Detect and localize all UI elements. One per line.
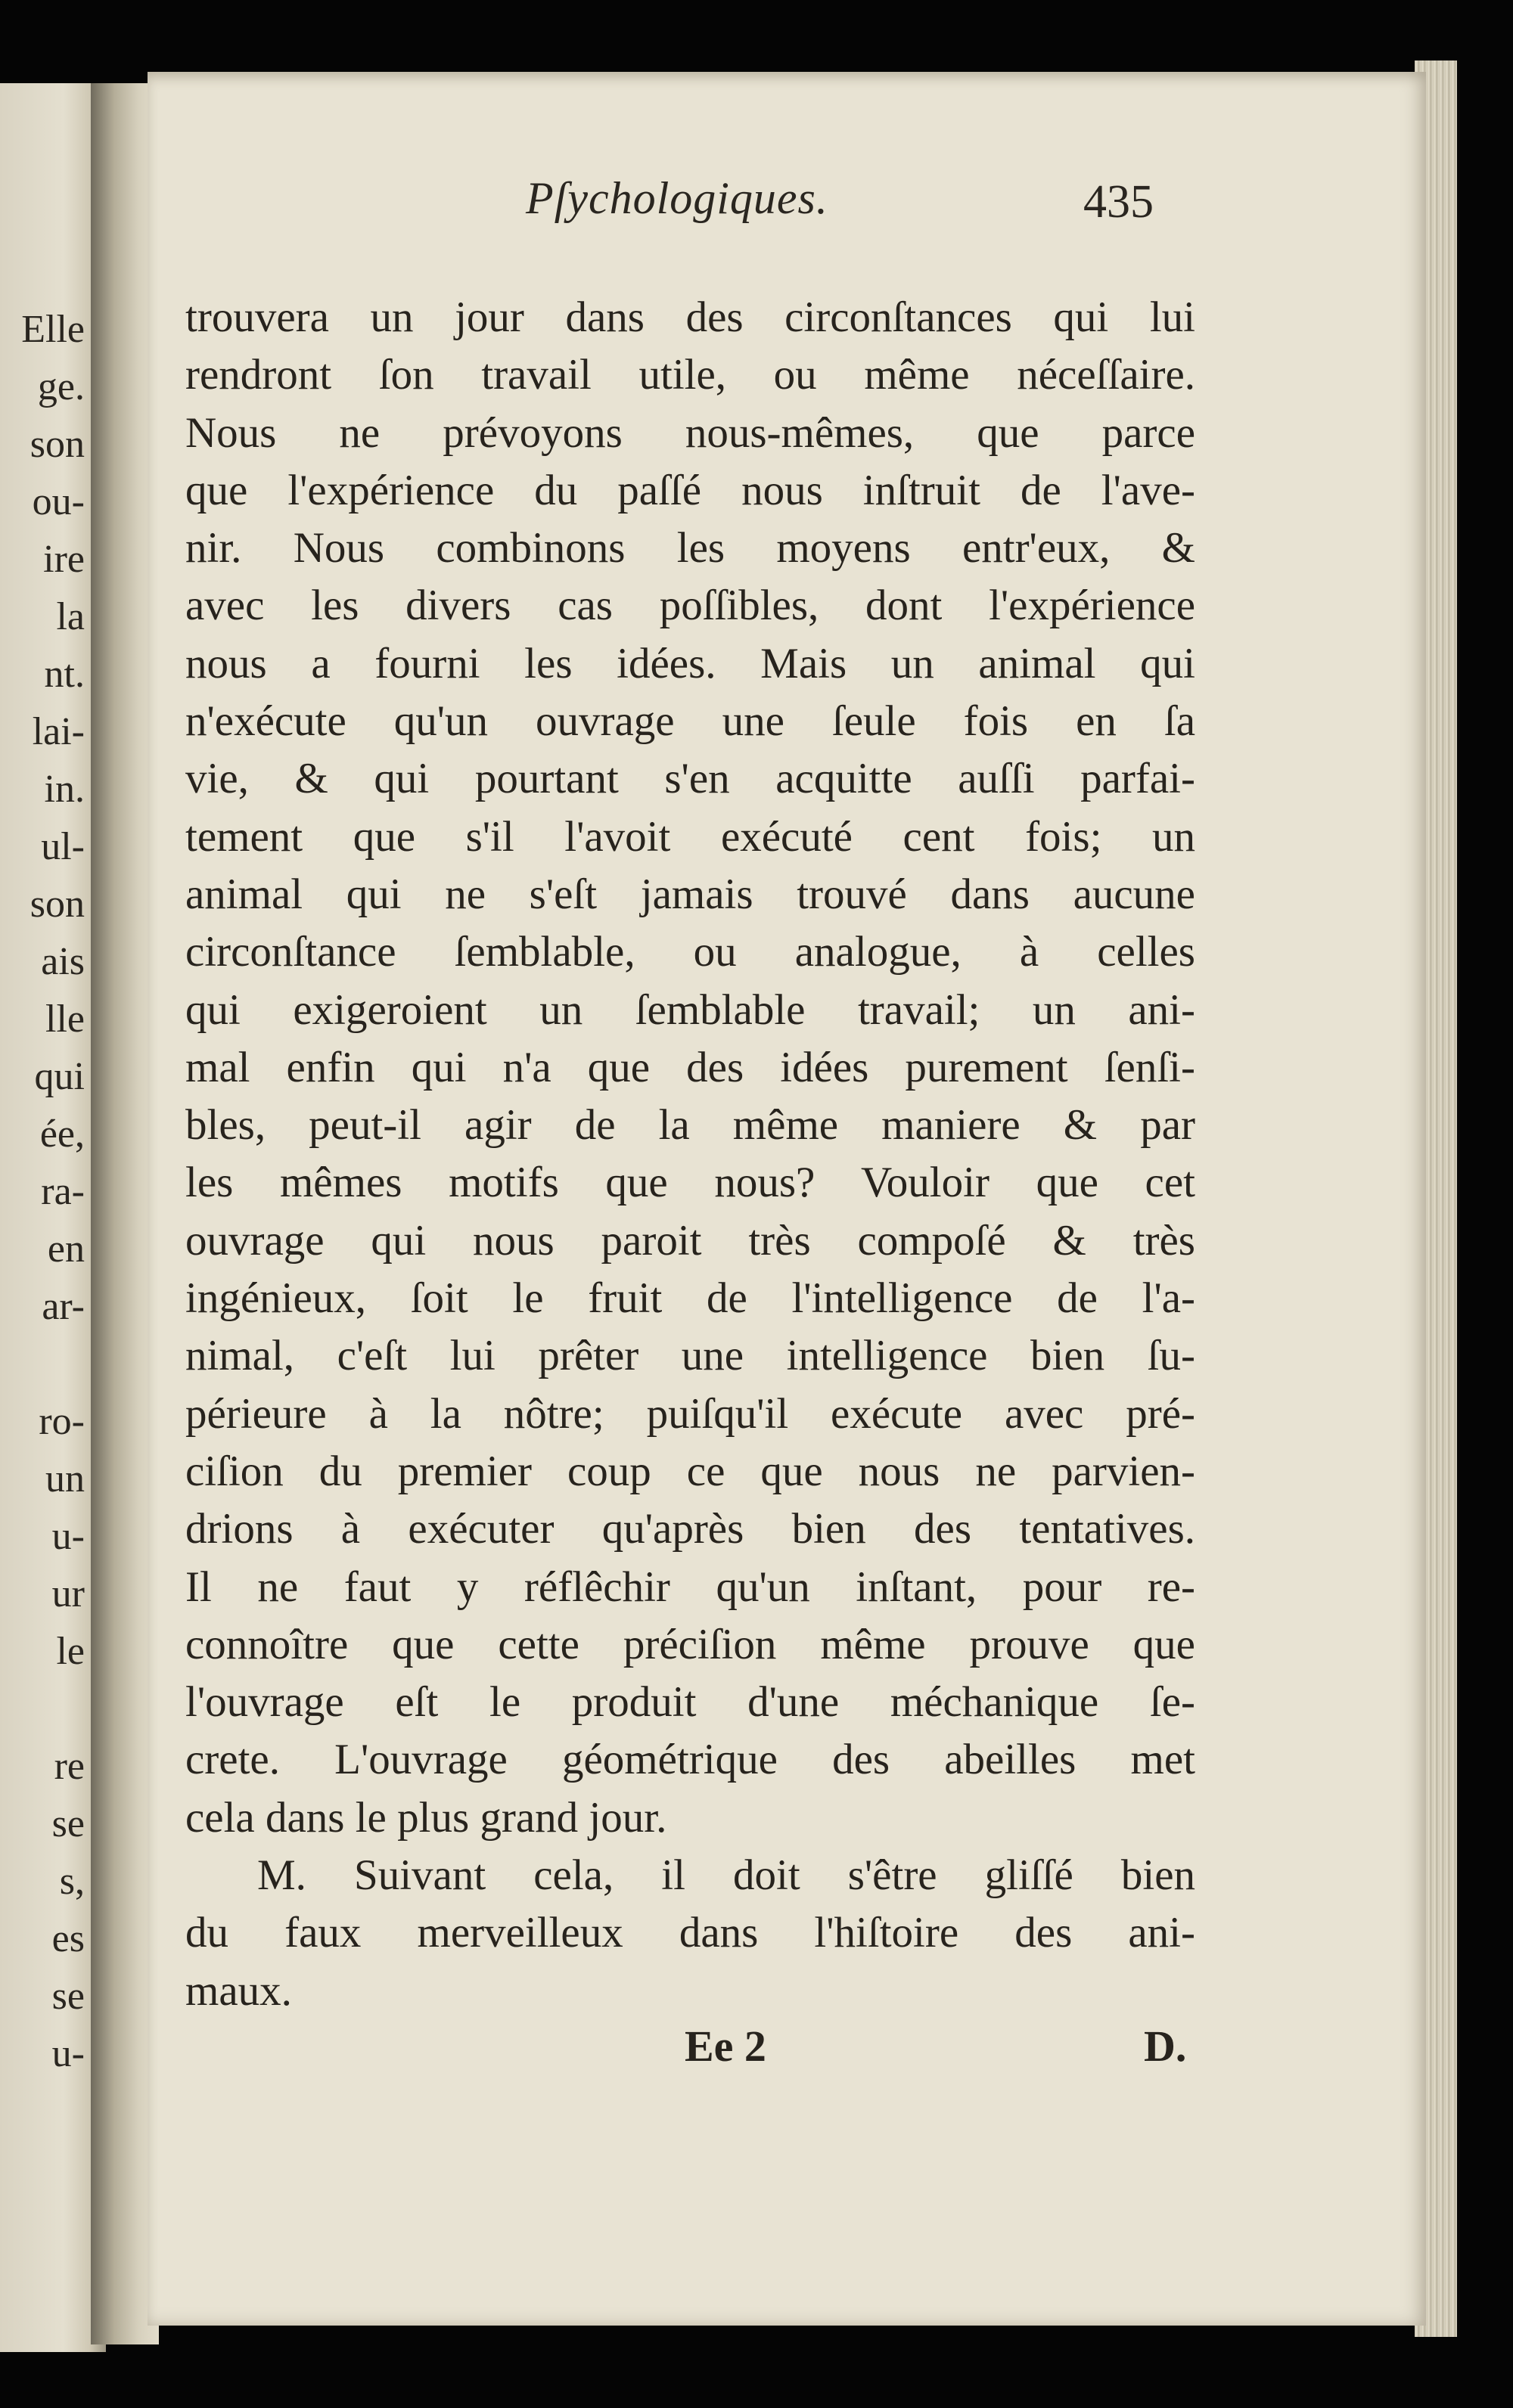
text-line: nimal, c'eſt lui prêter une intelligence bien ſu- <box>185 1332 1195 1380</box>
text-line: rendront ſon travail utile, ou même néceſſaire. <box>185 351 1195 399</box>
facing-page-line: Elle <box>21 308 85 351</box>
text-line: l'ouvrage eſt le produit d'une méchanique ſe- <box>185 1678 1195 1727</box>
text-line: crete. L'ouvrage géométrique des abeilles met <box>185 1736 1195 1784</box>
text-line: animal qui ne s'eſt jamais trouvé dans aucune <box>185 870 1195 918</box>
text-line: M. Suivant cela, il doit s'être gliſſé bien <box>257 1851 1195 1900</box>
facing-page-line: ra- <box>41 1170 85 1213</box>
text-line: tement que s'il l'avoit exécuté cent fois; un <box>185 812 1195 861</box>
facing-page-line: un <box>45 1457 85 1500</box>
text-line: les mêmes motifs que nous? Vouloir que cet <box>185 1159 1195 1207</box>
facing-page-line: la <box>56 595 85 638</box>
text-line: avec les divers cas poſſibles, dont l'expérience <box>185 582 1195 630</box>
facing-page-line: es <box>51 1917 85 1960</box>
body-text <box>185 289 1195 2020</box>
catchword: D. <box>1144 2022 1187 2071</box>
facing-page-line: ar- <box>42 1285 85 1328</box>
text-line: vie, & qui pourtant s'en acquitte auſſi parfai- <box>185 755 1195 803</box>
text-line: maux. <box>185 1966 292 2015</box>
text-line: périeure à la nôtre; puiſqu'il exécute avec pré- <box>185 1389 1195 1438</box>
text-line: connoître que cette préciſion même prouve que <box>185 1620 1195 1668</box>
facing-page-line: u- <box>51 2032 85 2075</box>
facing-page-line: se <box>51 1802 85 1845</box>
facing-page-line: lle <box>45 998 85 1041</box>
text-line: mal enfin qui n'a que des idées purement ſenſi- <box>185 1043 1195 1091</box>
facing-page-line: se <box>51 1975 85 2018</box>
text-line: ciſion du premier coup ce que nous ne parvien- <box>185 1447 1195 1495</box>
facing-page-line: nt. <box>44 653 85 696</box>
facing-page-line: le <box>56 1630 85 1673</box>
text-line: bles, peut-il agir de la même maniere & par <box>185 1101 1195 1150</box>
page-number: 435 <box>1083 176 1154 228</box>
facing-page-line: qui <box>34 1055 85 1098</box>
facing-page-fragment <box>0 83 106 2352</box>
facing-page-line: son <box>30 883 85 926</box>
text-line: Nous ne prévoyons nous-mêmes, que parce <box>185 408 1195 457</box>
facing-page-line: ge. <box>37 365 85 408</box>
text-line: ingénieux, ſoit le fruit de l'intelligence de l'a- <box>185 1274 1195 1323</box>
facing-page-line: ro- <box>39 1400 85 1443</box>
facing-page-line: in. <box>44 768 85 811</box>
text-line: drions à exécuter qu'après bien des tentatives. <box>185 1505 1195 1553</box>
facing-page-line: ée, <box>39 1112 85 1156</box>
text-line: ouvrage qui nous paroit très compoſé & très <box>185 1216 1195 1265</box>
text-line: trouvera un jour dans des circonſtances qui lui <box>185 293 1195 341</box>
facing-page-line: ur <box>51 1572 85 1615</box>
facing-page-line: re <box>54 1745 85 1788</box>
facing-page-line: u- <box>51 1515 85 1558</box>
text-line: nir. Nous combinons les moyens entr'eux, & <box>185 524 1195 573</box>
text-line: que l'expérience du paſſé nous inſtruit de l'ave- <box>185 466 1195 514</box>
facing-page-line: lai- <box>32 710 85 753</box>
facing-page-line: ire <box>43 538 85 581</box>
text-line: qui exigeroient un ſemblable travail; un ani- <box>185 985 1195 1034</box>
text-line: circonſtance ſemblable, ou analogue, à celles <box>185 928 1195 976</box>
text-line: n'exécute qu'un ouvrage une ſeule fois en ſa <box>185 697 1195 746</box>
facing-page-line: s, <box>59 1860 85 1903</box>
facing-page-line: en <box>47 1227 85 1271</box>
running-head: Pſychologiques. <box>526 173 828 223</box>
text-line: nous a fourni les idées. Mais un animal qui <box>185 639 1195 687</box>
text-line: du faux merveilleux dans l'hiſtoire des ani- <box>185 1909 1195 1957</box>
facing-page-line: son <box>30 423 85 466</box>
signature-mark: Ee 2 <box>685 2022 766 2071</box>
text-line: cela dans le plus grand jour. <box>185 1793 667 1842</box>
facing-page-line: ou- <box>32 480 85 523</box>
facing-page-line: ais <box>41 940 85 983</box>
text-line: Il ne faut y réflêchir qu'un inſtant, pour re- <box>185 1562 1195 1611</box>
facing-page-line: ul- <box>41 825 85 868</box>
